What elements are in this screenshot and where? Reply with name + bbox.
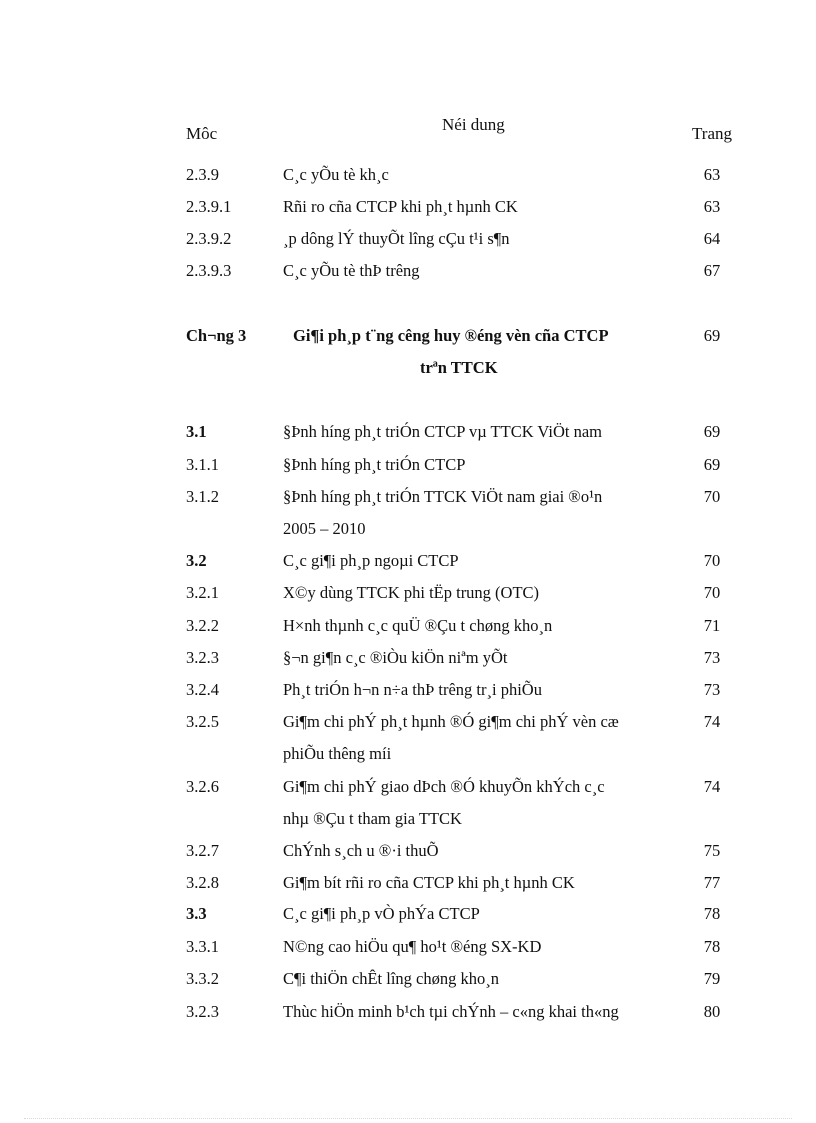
toc-row-title: C¸c gi¶i ph¸p ngoµi CTCP <box>283 551 459 570</box>
column-header-content: Néi dung <box>442 115 505 134</box>
toc-row-page: 77 <box>703 873 721 892</box>
toc-row-page: 69 <box>703 422 721 441</box>
toc-row-page: 69 <box>703 455 721 474</box>
toc-row-2-3-9-2 <box>0 229 816 259</box>
toc-row-page: 78 <box>703 937 721 956</box>
toc-row-3-2-8 <box>0 873 816 903</box>
toc-row-number: 3.3 <box>186 904 207 923</box>
toc-row-3-2-1 <box>0 583 816 613</box>
toc-row-title: ¸p dông lÝ thuyÕt lîng cÇu t¹i s¶n <box>283 229 510 248</box>
page-bottom-divider <box>24 1118 792 1119</box>
toc-row-3-1 <box>0 422 816 452</box>
toc-row-number: 3.2.2 <box>186 616 219 635</box>
toc-row-title: §Þnh híng ph¸t triÓn CTCP <box>283 455 466 474</box>
toc-row-3-2-7 <box>0 841 816 871</box>
toc-row-number: 3.2 <box>186 551 207 570</box>
column-header-section: Môc <box>186 124 218 143</box>
toc-row-page: 63 <box>703 197 721 216</box>
toc-row-3-3-1 <box>0 937 816 967</box>
toc-row-title: H×nh thµnh c¸c quÜ ®Çu t chøng kho¸n <box>283 616 553 635</box>
chapter-number: Ch¬ng 3 <box>186 326 247 345</box>
toc-row-title: Thùc hiÖn minh b¹ch tµi chÝnh – c«ng khai th«ng <box>283 1002 619 1021</box>
toc-row-page: 70 <box>703 583 721 602</box>
toc-row-page: 78 <box>703 904 721 923</box>
chapter-page: 69 <box>703 326 721 345</box>
toc-row-3-2-2 <box>0 616 816 646</box>
toc-row-title: X©y dùng TTCK phi tËp trung (OTC) <box>283 583 540 602</box>
toc-row-number: 3.2.5 <box>186 712 219 731</box>
toc-row-title: §Þnh híng ph¸t triÓn TTCK ViÖt nam giai ®o¹n <box>283 487 603 506</box>
toc-row-title: Ph¸t triÓn h¬n n÷a thÞ trêng tr¸i phiÕu <box>283 680 542 699</box>
toc-row-number: 2.3.9 <box>186 165 219 184</box>
toc-row-2-3-9-1 <box>0 197 816 227</box>
toc-row-page: 70 <box>703 487 721 506</box>
toc-row-3-1-1 <box>0 455 816 485</box>
toc-row-continuation: 2005 – 2010 <box>283 519 366 538</box>
toc-row-2-3-9-3 <box>0 261 816 291</box>
toc-row-page: 64 <box>703 229 721 248</box>
toc-row-title: Gi¶m chi phÝ giao dÞch ®Ó khuyÕn khÝch c¸c <box>283 777 605 796</box>
toc-row-number: 3.3.2 <box>186 969 219 988</box>
toc-row-number: 3.1 <box>186 422 207 441</box>
toc-row-title: C¶i thiÖn chÊt lîng chøng kho¸n <box>283 969 499 988</box>
toc-row-title: N©ng cao hiÖu qu¶ ho¹t ®éng SX-KD <box>283 937 542 956</box>
toc-row-continuation: phiÕu thêng míi <box>283 744 392 763</box>
toc-row-number: 3.2.6 <box>186 777 219 796</box>
toc-row-page: 73 <box>703 648 721 667</box>
toc-row-page: 70 <box>703 551 721 570</box>
toc-row-number: 3.2.8 <box>186 873 219 892</box>
toc-row-title: §Þnh híng ph¸t triÓn CTCP vµ TTCK ViÖt nam <box>283 422 602 441</box>
toc-row-title: C¸c gi¶i ph¸p vÒ phÝa CTCP <box>283 904 480 923</box>
toc-row-3-2-4 <box>0 680 816 710</box>
toc-row-3-2-3 <box>0 648 816 678</box>
toc-row-3-3-2 <box>0 969 816 999</box>
toc-row-title: C¸c yÕu tè thÞ trêng <box>283 261 420 280</box>
toc-row-3-2-5 <box>0 712 816 742</box>
toc-row-title: Rñi ro cña CTCP khi ph¸t hµnh CK <box>283 197 518 216</box>
chapter-title-line2: trªn TTCK <box>420 358 498 377</box>
toc-row-number: 3.1.2 <box>186 487 219 506</box>
toc-row-page: 75 <box>703 841 721 860</box>
toc-row-title: C¸c yÕu tè kh¸c <box>283 165 389 184</box>
toc-row-page: 67 <box>703 261 721 280</box>
toc-row-title: Gi¶m bít rñi ro cña CTCP khi ph¸t hµnh CK <box>283 873 575 892</box>
toc-row-number: 3.2.4 <box>186 680 219 699</box>
toc-row-title: ChÝnh s¸ch u ®·i thuÕ <box>283 841 439 860</box>
chapter-title: Gi¶i ph¸p t¨ng cêng huy ®éng vèn cña CTCP <box>293 326 609 345</box>
toc-row-number: 3.1.1 <box>186 455 219 474</box>
toc-row-page: 79 <box>703 969 721 988</box>
toc-row-3-3 <box>0 904 816 934</box>
toc-row-title: Gi¶m chi phÝ ph¸t hµnh ®Ó gi¶m chi phÝ vèn cæ <box>283 712 619 731</box>
toc-row-page: 63 <box>703 165 721 184</box>
toc-row-page: 80 <box>703 1002 721 1021</box>
toc-row-2-3-9 <box>0 165 816 195</box>
toc-row-3-2 <box>0 551 816 581</box>
toc-row-number: 2.3.9.2 <box>186 229 232 248</box>
toc-row-number: 3.2.7 <box>186 841 219 860</box>
toc-row-number: 3.2.3 <box>186 648 219 667</box>
toc-row-number: 3.2.3 <box>186 1002 219 1021</box>
toc-row-3-2-6 <box>0 777 816 807</box>
toc-row-number: 3.2.1 <box>186 583 219 602</box>
toc-row-number: 3.3.1 <box>186 937 219 956</box>
toc-row-page: 73 <box>703 680 721 699</box>
toc-row-title: §¬n gi¶n c¸c ®iÒu kiÖn niªm yÕt <box>283 648 508 667</box>
toc-row-3-1-2 <box>0 487 816 517</box>
toc-row-number: 2.3.9.3 <box>186 261 232 280</box>
toc-row-3-2-3b <box>0 1002 816 1032</box>
toc-row-page: 74 <box>703 712 721 731</box>
toc-row-page: 74 <box>703 777 721 796</box>
toc-row-page: 71 <box>703 616 721 635</box>
column-header-page: Trang <box>692 124 732 143</box>
toc-row-continuation: nhµ ®Çu t tham gia TTCK <box>283 809 462 828</box>
toc-row-number: 2.3.9.1 <box>186 197 232 216</box>
